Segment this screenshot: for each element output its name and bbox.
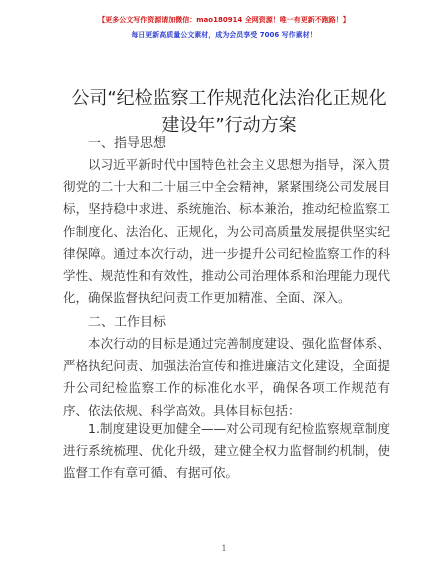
section-heading-work-goals: 二、工作目标 [88, 315, 167, 330]
section-paragraph-work-goals: 本次行动的目标是通过完善制度建设、强化监督体系、严格执纪问责、加强法治宣传和推进廉洁文化建设，全面提升公司纪检监察工作的标准化水平，确保各项工作规范有序、依法依规、科学高效。具体目标包括： [63, 336, 390, 418]
promo-banner-line-2: 每日更新高质量公文素材，成为会员享受 7006 写作素材！ [131, 31, 317, 39]
section-heading-guiding-ideology: 一、指导思想 [88, 136, 167, 151]
promo-banner-line-1: 【更多公文写作资源请加微信：mao180914 全网资源！唯一有更新不跑路！】 [98, 16, 350, 24]
document-title: 公司“纪检监察工作规范化法治化正规化建设年”行动方案 [71, 88, 387, 136]
section-paragraph-guiding-ideology: 以习近平新时代中国特色社会主义思想为指导，深入贯彻党的二十大和二十届三中全会精神，紧紧围绕公司发展目标，坚持稳中求进、系统施治、标本兼治，推动纪检监察工作制度化、法治化、正规化，为公司高质量发展提供坚实纪律保障。通过本次行动，进一步提升公司纪检监察工作的科学性、规范性和有效性，推动公司治理体系和治理能力现代化，确保监督执纪问责工作更加精准、全面、深入。 [63, 157, 390, 306]
page-number: 1 [221, 544, 227, 553]
goal-item-1: 1.制度建设更加健全——对公司现有纪检监察规章制度进行系统梳理、优化升级，建立健全权力监督制约机制，使监督工作有章可循、有据可依。 [63, 421, 390, 481]
